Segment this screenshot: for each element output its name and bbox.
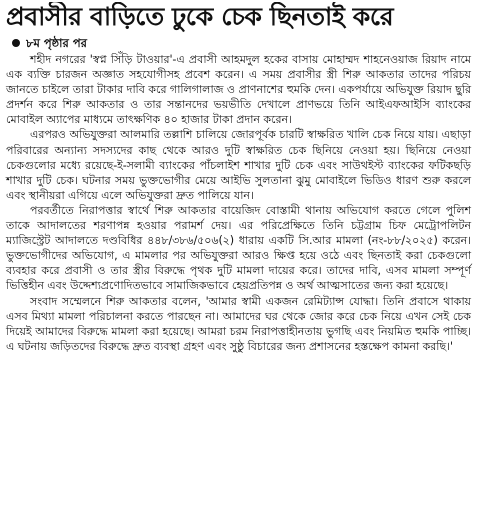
article-paragraph: সংবাদ সম্মেলনে শিরু আকতার বলেন, 'আমার স্বামী একজন রেমিট্যান্স যোদ্ধা। তিনি প্রবাসে থাকায় এসব মিথ্যা মামলা পরিচালনা করতে পারছেন না। আমাদের ঘর থেকে জোর করে চেক নিয়ে এখন সেই চেক দিয়েই আমাদের বিরুদ্ধে মামলা করা হয়েছে। আমরা চরম নিরাপত্তাহীনতায় ভুগছি এবং নিয়মিত হুমকি পাচ্ছি। এ ঘটনায় জড়িতদের বিরুদ্ধে দ্রুত ব্যবস্থা গ্রহণ এবং সুষ্ঠু বিচারের জন্য প্রশাসনের হস্তক্ষেপ কামনা করছি।'	[6, 294, 471, 353]
article-paragraph: পরবর্তীতে নিরাপত্তার স্বার্থে শিরু আকতার বায়েজিদ বোস্তামী থানায় অভিযোগ করতে গেলে পুলিশ তাকে আদালতের শরণাপন্ন হওয়ার পরামর্শ দেয়। এর পরিপ্রেক্ষিতে তিনি চট্টগ্রাম চিফ মেট্রোপলিটন ম্যাজিস্ট্রেট আদালতে দণ্ডবিধির ৪৪৮/৩৮৬/৫০৬(২) ধারায় একটি সি.আর মামলা (নং-৮৮/২০২৫) করেন। ভুক্তভোগীদের অভিযোগ, এ মামলার পর অভিযুক্তরা আরও ক্ষিপ্ত হয়ে ওঠে এবং ছিনতাই করা চেকগুলো ব্যবহার করে প্রবাসী ও তার স্ত্রীর বিরুদ্ধে পৃথক দুটি মামলা দায়ের করে। তাদের দাবি, এসব মামলা সম্পূর্ণ ভিত্তিহীন এবং উদ্দেশ্যপ্রণোদিতভাবে সামাজিকভাবে হেয়প্রতিপন্ন ও অর্থ আত্মসাতের জন্য করা হয়েছে।	[6, 203, 471, 293]
bullet-icon	[12, 39, 20, 47]
continued-from-line	[12, 35, 471, 51]
continued-from-label: ৮ম পৃষ্ঠার পর	[26, 36, 87, 50]
article-paragraph: এরপরও অভিযুক্তরা আলমারি তল্লাশি চালিয়ে জোরপূর্বক চারটি স্বাক্ষরিত খালি চেক নিয়ে যায়। এছাড়া পরিবারের অন্যান্য সদস্যদের কাছ থেকে আরও দুটি স্বাক্ষরিত চেক ছিনিয়ে নেওয়া হয়। ছিনিয়ে নেওয়া চেকগুলোর মধ্যে রয়েছে-ই-সলামী ব্যাংকের পাঁচলাইশ শাখার দুটি চেক এবং সাউথইস্ট ব্যাংকের ফটিকছড়ি শাখার দুটি চেক। ঘটনার সময় ভুক্তভোগীর মেয়ে আইভি সুলতানা ঝুমু মোবাইলে ভিডিও ধারণ শুরু করলে এবং স্থানীয়রা এগিয়ে এলে অভিযুক্তরা দ্রুত পালিয়ে যান।	[6, 128, 471, 202]
article-headline: প্রবাসীর বাড়িতে ঢুকে চেক ছিনতাই করে	[6, 2, 394, 31]
article-body	[6, 52, 471, 354]
article-paragraph: শহীদ নগরের 'স্বপ্ন সিঁড়ি টাওয়ার'-এ প্রবাসী আহমদুল হকের বাসায় মোহাম্মদ শাহনেওয়াজ রিয়াদ নামে এক ব্যক্তি চারজন অজ্ঞাত সহযোগীসহ প্রবেশ করেন। এ সময় প্রবাসীর স্ত্রী শিরু আকতার তাদের পরিচয় জানতে চাইলে তারা টাকার দাবি করে গালিগালাজ ও প্রাণনাশের হুমকি দেন। একপর্যায়ে অভিযুক্ত রিয়াদ ছুরি প্রদর্শন করে শিরু আকতার ও তার সন্তানদের ভয়ভীতি দেখালে প্রাণভয়ে তিনি আইএফআইসি ব্যাংকের মোবাইল অ্যাপের মাধ্যমে তাৎক্ষণিক ৪০ হাজার টাকা প্রদান করেন।	[6, 53, 471, 127]
